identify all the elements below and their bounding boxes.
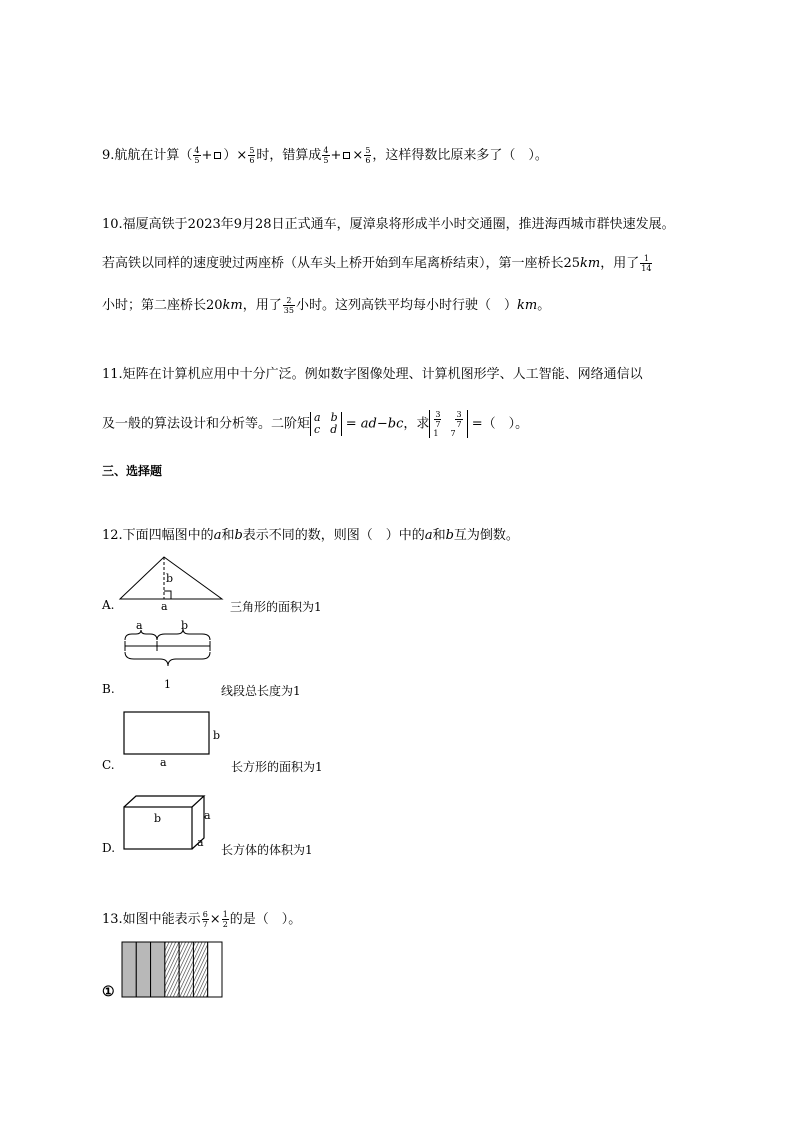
label-b: b (166, 572, 174, 585)
question-10-line-2: 若高铁以同样的速度驶过两座桥（从车头上桥开始到车尾离桥结束），第一座桥长25km，用了 $\frac{1}{14}$ (102, 254, 652, 273)
option-b-caption: 线段总长度为1 (221, 684, 301, 698)
fraction: $\frac{1}{14}$ (641, 254, 652, 273)
fraction: $\frac{4}{5}$ (323, 146, 329, 165)
label-a: a (136, 619, 143, 632)
blank-box (343, 152, 350, 159)
blank-box (214, 152, 221, 159)
bar-cell-hatched (193, 942, 207, 997)
label-a-depth: a (204, 809, 211, 822)
fraction: $\frac{4}{5}$ (194, 146, 200, 165)
question-10-line-1: 10.福厦高铁于2023年9月28日正式通车，厦漳泉将形成半小时交通圈，推进海西城市群快速发展。 (102, 217, 675, 232)
question-11-line-2: 及一般的算法设计和分析等。二阶矩 a b c d = ad−bc，求 $\frac{3}{7}$ $\frac{3}{7}$ 1 7 =（ ）。 (102, 410, 529, 438)
option-d-cuboid-diagram (122, 794, 218, 852)
bar-cell-gray (151, 942, 165, 997)
question-9: 9.航航在计算（ $\frac{4}{5}$ + ）× $\frac{5}{6}$ 时，错算成 $\frac{4}{5}$ + × $\frac{5}{6}$ ，这样得数比原来多了（ ）。 (102, 146, 548, 165)
bar-cell-gray (122, 942, 136, 997)
label-b: b (154, 812, 162, 825)
option-a-caption: 三角形的面积为1 (230, 600, 322, 614)
matrix-abcd: a b c d (310, 412, 342, 436)
option-b-letter: B. (102, 682, 115, 696)
option-1-marker: ① (102, 984, 115, 1000)
option-b-segment-diagram (120, 618, 220, 690)
fraction-bar-diagram (120, 940, 226, 1000)
fraction: $\frac{6}{7}$ (202, 910, 208, 929)
option-a-letter: A. (102, 598, 115, 612)
option-c-rectangle-diagram (122, 710, 226, 768)
option-d-letter: D. (102, 841, 116, 855)
label-a-height: a (197, 836, 204, 849)
bar-cell-hatched (179, 942, 193, 997)
label-b: b (213, 729, 221, 742)
option-a-triangle-diagram (118, 555, 228, 613)
label-b: b (181, 619, 189, 632)
question-12: 12.下面四幅图中的a和b表示不同的数，则图（ ）中的a和b互为倒数。 (102, 528, 519, 543)
option-c-letter: C. (102, 758, 115, 772)
option-d-caption: 长方体的体积为1 (221, 843, 313, 857)
question-11-line-1: 11.矩阵在计算机应用中十分广泛。例如数字图像处理、计算机图形学、人工智能、网络通信以 (102, 367, 643, 382)
question-13: 13.如图中能表示 $\frac{6}{7}$ × $\frac{1}{2}$ 的是（ ）。 (102, 910, 302, 929)
fraction: $\frac{5}{6}$ (365, 146, 371, 165)
option-c-caption: 长方形的面积为1 (231, 760, 323, 774)
label-a: a (160, 756, 167, 769)
section-heading: 三、选择题 (102, 464, 163, 478)
bar-cell-hatched (165, 942, 179, 997)
matrix-numeric: $\frac{3}{7}$ $\frac{3}{7}$ 1 7 (429, 410, 467, 438)
label-total: 1 (164, 678, 171, 691)
bar-cell-empty (208, 942, 222, 997)
bar-cell-gray (136, 942, 150, 997)
label-a: a (161, 600, 168, 613)
fraction: $\frac{1}{2}$ (222, 910, 228, 929)
question-10-line-3: 小时；第二座桥长20km，用了 $\frac{2}{35}$ 小时。这列高铁平均每小时行驶（ ）km。 (102, 296, 551, 315)
fraction: $\frac{2}{35}$ (283, 296, 294, 315)
fraction: $\frac{5}{6}$ (249, 146, 255, 165)
